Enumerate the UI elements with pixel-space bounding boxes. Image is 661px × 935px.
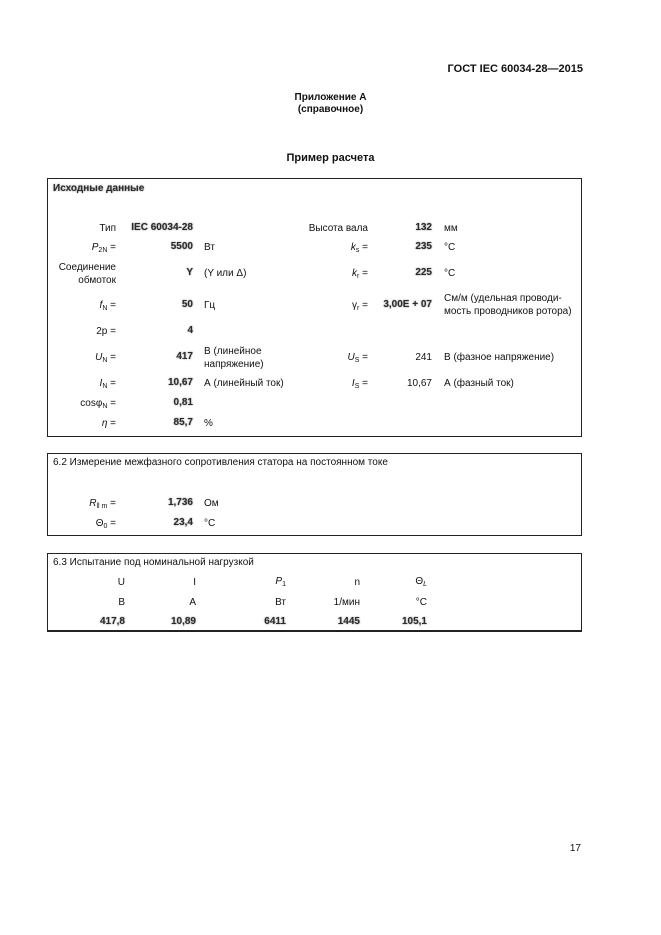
un-value: 417 — [176, 351, 193, 362]
col-unit-u: В — [118, 597, 125, 608]
load-test-title: 6.3 Испытание под номинальной нагрузкой — [53, 557, 254, 568]
gamma-value: 3,00E + 07 — [383, 299, 432, 310]
appendix-subtitle: (справочное) — [297, 104, 364, 115]
col-header-i: I — [193, 577, 196, 588]
appendix-title: Приложение А — [294, 92, 367, 103]
value-u: 417,8 — [99, 616, 125, 627]
col-unit-p1: Вт — [275, 597, 286, 608]
load-test-bottom-rule — [47, 630, 582, 632]
theta0-label: $\Theta_0$ = — [95, 518, 116, 530]
resistance-title: 6.2 Измерение межфазного сопротивления статора на постоянном токе — [53, 457, 388, 468]
connection-value: Y — [186, 267, 193, 278]
p2n-label: $P_{2N}$ = — [91, 242, 116, 254]
rll-value: 1,736 — [167, 497, 193, 508]
p2n-unit: Вт — [204, 242, 215, 253]
eta-unit: % — [204, 418, 213, 429]
poles-value: 4 — [187, 325, 193, 336]
shaft-height-unit: мм — [444, 223, 458, 234]
type-label: Тип — [99, 223, 116, 234]
ks-unit: °C — [444, 242, 456, 253]
type-value: IEC 60034-28 — [131, 222, 193, 233]
shaft-height-label: Высота вала — [308, 223, 368, 234]
fn-value: 50 — [181, 299, 193, 310]
cos-value: 0,81 — [173, 397, 193, 408]
theta0-unit: °C — [204, 518, 216, 529]
un-unit-1: В (линейное — [204, 346, 262, 357]
gamma-unit-2: мость проводников ротора) — [444, 306, 572, 317]
page-number: 17 — [569, 843, 581, 854]
col-header-p1: $P_1$ — [275, 576, 286, 588]
is-label: $I_S$ = — [351, 378, 368, 390]
is-value: 10,67 — [406, 378, 432, 389]
section-title: Пример расчета — [286, 152, 375, 164]
gamma-unit-1: См/м (удельная проводи- — [444, 293, 562, 304]
un-unit-2: напряжение) — [204, 359, 264, 370]
gamma-label: $\gamma_r$ = — [352, 300, 368, 312]
cos-label: cosφ$_N$ = — [80, 398, 116, 410]
theta0-value: 23,4 — [173, 517, 193, 528]
in-value: 10,67 — [167, 377, 193, 388]
poles-label: 2p = — [96, 326, 116, 337]
fn-label: $f_N$ = — [99, 300, 116, 312]
shaft-height-value: 132 — [415, 222, 432, 233]
value-p1: 6411 — [264, 616, 286, 627]
eta-value: 85,7 — [173, 417, 193, 428]
fn-unit: Гц — [204, 300, 216, 311]
us-unit: В (фазное напряжение) — [444, 352, 555, 363]
rll-unit: Ом — [204, 498, 219, 509]
us-value: 241 — [415, 352, 432, 363]
kr-label: $k_r$ = — [352, 268, 368, 280]
kr-unit: °C — [444, 268, 456, 279]
standard-number: ГОСТ IEC 60034-28—2015 — [447, 63, 583, 75]
us-label: $U_S$ = — [347, 352, 368, 364]
connection-label-2: обмоток — [78, 275, 116, 286]
value-i: 10,89 — [170, 616, 196, 627]
col-unit-i: А — [189, 597, 196, 608]
kr-value: 225 — [415, 267, 432, 278]
col-unit-n: 1/мин — [333, 597, 360, 608]
col-header-u: U — [117, 577, 125, 588]
col-unit-theta: °C — [415, 597, 427, 608]
is-unit: А (фазный ток) — [444, 378, 514, 389]
rll-label: $R_{ll m}$ = — [89, 498, 116, 510]
value-theta: 105,1 — [401, 616, 427, 627]
in-label: $I_N$ = — [99, 378, 116, 390]
input-data-title: Исходные данные — [53, 183, 145, 194]
connection-label-1: Соединение — [58, 262, 116, 273]
value-n: 1445 — [337, 616, 360, 627]
un-label: $U_N$ = — [95, 352, 116, 364]
ks-value: 235 — [415, 241, 432, 252]
col-header-n: n — [354, 577, 360, 588]
ks-label: $k_s$ = — [350, 242, 368, 254]
connection-unit: (Y или Δ) — [204, 268, 247, 279]
p2n-value: 5500 — [170, 241, 193, 252]
col-header-theta: $\Theta_L$ — [415, 576, 427, 588]
in-unit: А (линейный ток) — [204, 378, 284, 389]
eta-label: η = — [101, 418, 116, 429]
